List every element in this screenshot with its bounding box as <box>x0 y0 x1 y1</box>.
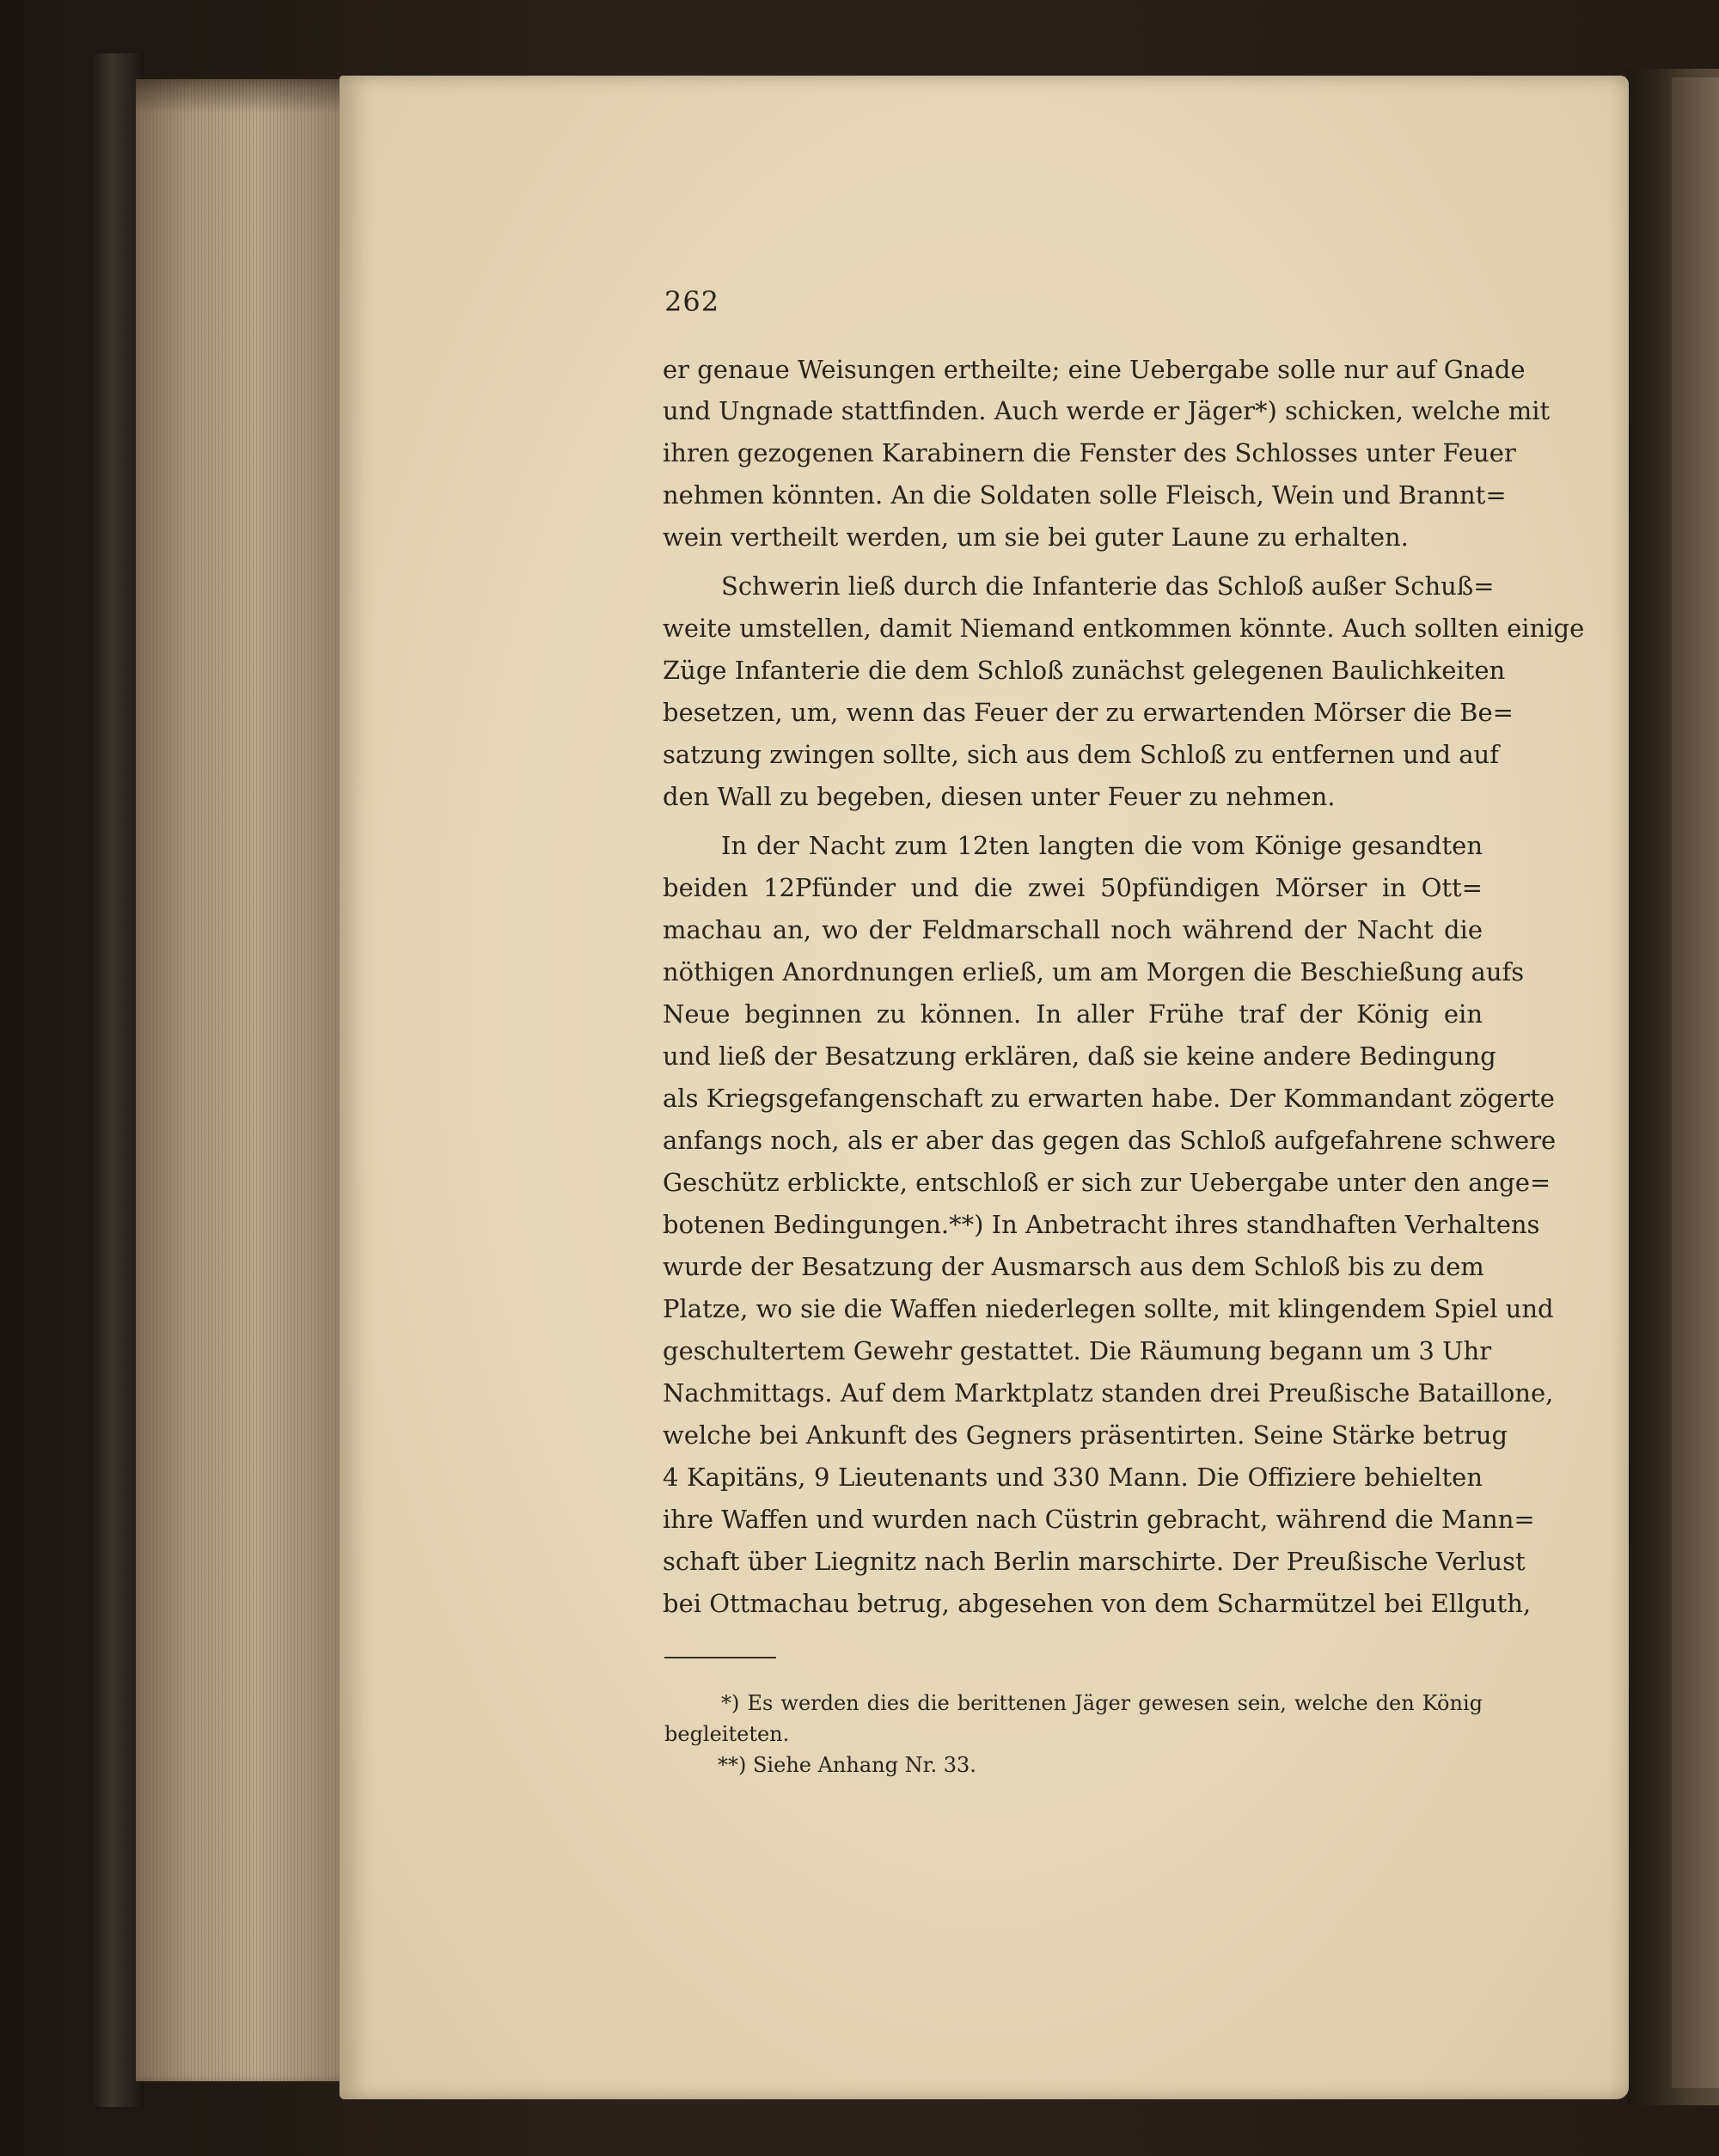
stacked-page-edges <box>136 79 355 2081</box>
text-line: satzung zwingen sollte, sich aus dem Schloß zu entfernen und auf <box>663 740 1499 769</box>
text-line: botenen Bedingungen.**) In Anbetracht ihres standhaften Verhaltens <box>663 1210 1540 1239</box>
text-line: und Ungnade stattfinden. Auch werde er Jäger*) schicken, welche mit <box>663 396 1551 425</box>
footnote-line: *) Es werden dies die berittenen Jäger gewesen sein, welche den König <box>721 1691 1483 1715</box>
text-line: beiden 12Pfünder und die zwei 50pfündigen Mörser in Ott= <box>663 873 1483 902</box>
text-line: er genaue Weisungen ertheilte; eine Uebergabe solle nur auf Gnade <box>663 355 1526 384</box>
text-line: wein vertheilt werden, um sie bei guter Laune zu erhalten. <box>663 522 1409 552</box>
text-line: 4 Kapitäns, 9 Lieutenants und 330 Mann. Die Offiziere behielten <box>663 1463 1483 1492</box>
text-line: weite umstellen, damit Niemand entkommen könnte. Auch sollten einige <box>663 614 1585 643</box>
text-line: welche bei Ankunft des Gegners präsentirten. Seine Stärke betrug <box>663 1420 1508 1450</box>
text-line: nöthigen Anordnungen erließ, um am Morgen die Beschießung aufs <box>663 957 1525 986</box>
text-line: Nachmittags. Auf dem Marktplatz standen drei Preußische Bataillone, <box>663 1378 1554 1408</box>
facing-page-sliver <box>1672 77 1719 2088</box>
text-line: besetzen, um, wenn das Feuer der zu erwartenden Mörser die Be= <box>663 698 1514 727</box>
text-line: Platze, wo sie die Waffen niederlegen sollte, mit klingendem Spiel und <box>663 1294 1554 1323</box>
page-number: 262 <box>664 285 720 318</box>
text-line: schaft über Liegnitz nach Berlin marschirte. Der Preußische Verlust <box>663 1547 1526 1576</box>
text-line: und ließ der Besatzung erklären, daß sie keine andere Bedingung <box>663 1041 1496 1071</box>
text-line: ihren gezogenen Karabinern die Fenster des Schlosses unter Feuer <box>663 438 1516 467</box>
text-line: Geschütz erblickte, entschloß er sich zur Uebergabe unter den ange= <box>663 1168 1551 1197</box>
text-line: den Wall zu begeben, diesen unter Feuer zu nehmen. <box>663 782 1336 811</box>
text-line: anfangs noch, als er aber das gegen das Schloß aufgefahrene schwere <box>663 1126 1557 1155</box>
text-line: machau an, wo der Feldmarschall noch während der Nacht die <box>663 915 1483 944</box>
text-line: als Kriegsgefangenschaft zu erwarten habe. Der Kommandant zögerte <box>663 1084 1555 1113</box>
text-line: In der Nacht zum 12ten langten die vom Könige gesandten <box>721 831 1483 860</box>
text-line: Neue beginnen zu können. In aller Frühe traf der König ein <box>663 999 1483 1029</box>
text-line: bei Ottmachau betrug, abgesehen von dem Scharmützel bei Ellguth, <box>663 1589 1532 1618</box>
footnote-line: begleiteten. <box>664 1722 790 1746</box>
footnote-line: **) Siehe Anhang Nr. 33. <box>718 1753 976 1777</box>
text-line: Schwerin ließ durch die Infanterie das Schloß außer Schuß= <box>721 571 1495 601</box>
footnote-rule <box>664 1657 776 1658</box>
text-line: nehmen könnten. An die Soldaten solle Fleisch, Wein und Brannt= <box>663 480 1507 510</box>
text-line: ihre Waffen und wurden nach Cüstrin gebracht, während die Mann= <box>663 1505 1535 1534</box>
text-line: wurde der Besatzung der Ausmarsch aus dem Schloß bis zu dem <box>663 1252 1484 1281</box>
text-line: geschultertem Gewehr gestattet. Die Räumung begann um 3 Uhr <box>663 1336 1492 1365</box>
text-line: Züge Infanterie die dem Schloß zunächst gelegenen Baulichkeiten <box>663 656 1506 685</box>
